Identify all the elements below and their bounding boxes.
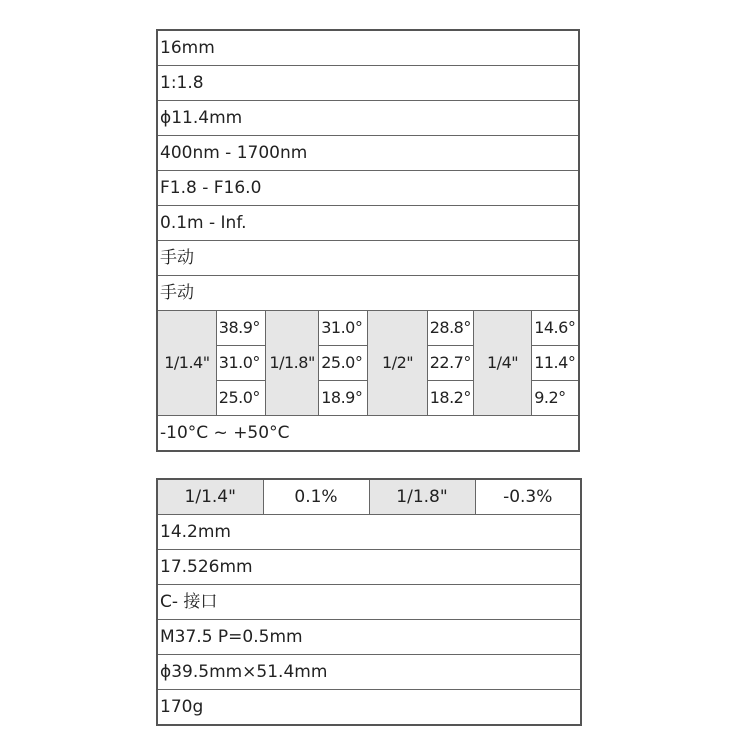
distortion-value-cell: -0.3% xyxy=(475,479,581,515)
wavelength-value: 400nm - 1700nm xyxy=(157,136,579,171)
fov-format-cell: 1/1.8" xyxy=(265,311,318,416)
distortion-format-cell: 1/1.4" xyxy=(157,479,263,515)
fov-angle-cell: 18.2° xyxy=(427,381,473,416)
fov-angle-cell: 14.6° xyxy=(532,311,579,346)
filter-thread-value: M37.5 P=0.5mm xyxy=(157,620,581,655)
fov-angle-cell: 11.4° xyxy=(532,346,579,381)
weight-value: 170g xyxy=(157,690,581,726)
fov-format-cell: 1/2" xyxy=(368,311,427,416)
fov-angle-cell: 18.9° xyxy=(319,381,368,416)
dimensions-value: ϕ39.5mm×51.4mm xyxy=(157,655,581,690)
fov-format-cell: 1/4" xyxy=(473,311,531,416)
fov-angle-cell: 9.2° xyxy=(532,381,579,416)
fov-angle-cell: 25.0° xyxy=(319,346,368,381)
distortion-format-cell: 1/1.8" xyxy=(369,479,475,515)
fov-angle-cell: 25.0° xyxy=(216,381,265,416)
aperture-ratio-value: 1:1.8 xyxy=(157,66,579,101)
fov-angle-cell: 31.0° xyxy=(216,346,265,381)
f-range-value: F1.8 - F16.0 xyxy=(157,171,579,206)
iris-control-value: 手动 xyxy=(157,241,579,276)
distortion-value-cell: 0.1% xyxy=(263,479,369,515)
focus-control-value: 手动 xyxy=(157,276,579,311)
fov-angle-cell: 38.9° xyxy=(216,311,265,346)
fov-angle-cell: 28.8° xyxy=(427,311,473,346)
fov-angle-cell: 22.7° xyxy=(427,346,473,381)
image-circle-value: ϕ11.4mm xyxy=(157,101,579,136)
flange-distance-value: 17.526mm xyxy=(157,550,581,585)
operating-temp-value: -10°C ~ +50°C xyxy=(157,416,579,452)
fov-format-cell: 1/1.4" xyxy=(157,311,216,416)
mount-value: C- 接口 xyxy=(157,585,581,620)
back-focal-value: 14.2mm xyxy=(157,515,581,550)
focal-length-value: 16mm xyxy=(157,30,579,66)
lens-spec-table-2 xyxy=(156,478,582,726)
fov-angle-cell: 31.0° xyxy=(319,311,368,346)
mod-value: 0.1m - Inf. xyxy=(157,206,579,241)
lens-spec-table xyxy=(156,29,580,452)
